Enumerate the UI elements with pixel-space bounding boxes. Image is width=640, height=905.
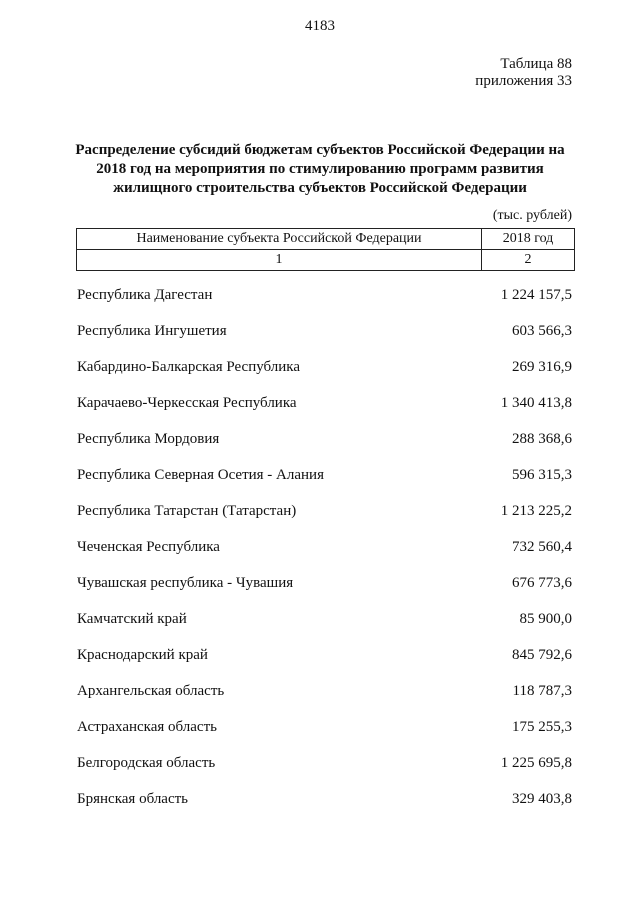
header-col-number-1: 1	[77, 250, 482, 271]
table-row	[77, 457, 572, 493]
page-number: 4183	[305, 18, 335, 34]
subsidy-amount: 676 773,6	[512, 574, 572, 591]
subject-name: Республика Татарстан (Татарстан)	[77, 502, 297, 519]
header-subject-name: Наименование субъекта Российской Федерации	[77, 229, 482, 250]
table-row	[77, 601, 572, 637]
table-row	[77, 277, 572, 313]
subject-name: Республика Мордовия	[77, 430, 220, 447]
table-row	[77, 673, 572, 709]
subject-name: Белгородская область	[77, 754, 216, 771]
subsidy-amount: 1 213 225,2	[500, 502, 572, 519]
subsidy-amount: 1 224 157,5	[500, 286, 572, 303]
table-row	[77, 781, 572, 817]
table-reference	[475, 56, 572, 90]
subsidy-amount: 603 566,3	[512, 322, 572, 339]
table-ref-line1: Таблица 88	[500, 56, 572, 72]
subsidy-amount: 269 316,9	[512, 358, 572, 375]
subsidy-amount: 118 787,3	[512, 682, 572, 699]
subject-name: Карачаево-Черкесская Республика	[77, 394, 297, 411]
subject-name: Астраханская область	[77, 718, 217, 735]
subject-name: Республика Северная Осетия - Алания	[77, 466, 324, 483]
subsidy-amount: 1 340 413,8	[500, 394, 572, 411]
table-row	[77, 385, 572, 421]
header-row	[77, 229, 575, 250]
header-col-number-2: 2	[482, 250, 575, 271]
subsidy-amount: 175 255,3	[512, 718, 572, 735]
subject-name: Республика Ингушетия	[77, 322, 227, 339]
table-row	[77, 421, 572, 457]
units-label: (тыс. рублей)	[492, 208, 572, 223]
table-row	[77, 565, 572, 601]
table-header	[76, 228, 575, 271]
subsidy-amount: 329 403,8	[512, 790, 572, 807]
subject-name: Краснодарский край	[77, 646, 208, 663]
subject-name: Чеченская Республика	[77, 538, 220, 555]
table-row	[77, 529, 572, 565]
header-number-row	[77, 250, 575, 271]
table-body	[77, 277, 572, 817]
subsidy-amount: 596 315,3	[512, 466, 572, 483]
subject-name: Кабардино-Балкарская Республика	[77, 358, 301, 375]
subsidy-amount: 288 368,6	[512, 430, 572, 447]
document-title: Распределение субсидий бюджетам субъектов Российской Федерации на 2018 год на мероприятия по стимулированию программ развития жилищного строительства субъектов Российской Федерации	[75, 142, 565, 196]
table-row	[77, 745, 572, 781]
table-row	[77, 637, 572, 673]
subsidy-amount: 1 225 695,8	[500, 754, 572, 771]
subject-name: Камчатский край	[77, 610, 187, 627]
subject-name: Республика Дагестан	[77, 286, 213, 303]
table-row	[77, 313, 572, 349]
table-ref-line2: приложения 33	[475, 73, 572, 89]
subsidy-amount: 732 560,4	[512, 538, 572, 555]
subject-name: Брянская область	[77, 790, 189, 807]
table-row	[77, 709, 572, 745]
table-row	[77, 493, 572, 529]
subsidy-amount: 85 900,0	[519, 610, 572, 627]
subject-name: Чувашская республика - Чувашия	[77, 574, 294, 591]
subsidy-amount: 845 792,6	[512, 646, 572, 663]
table-row	[77, 349, 572, 385]
subject-name: Архангельская область	[77, 682, 225, 699]
header-year: 2018 год	[482, 229, 575, 250]
